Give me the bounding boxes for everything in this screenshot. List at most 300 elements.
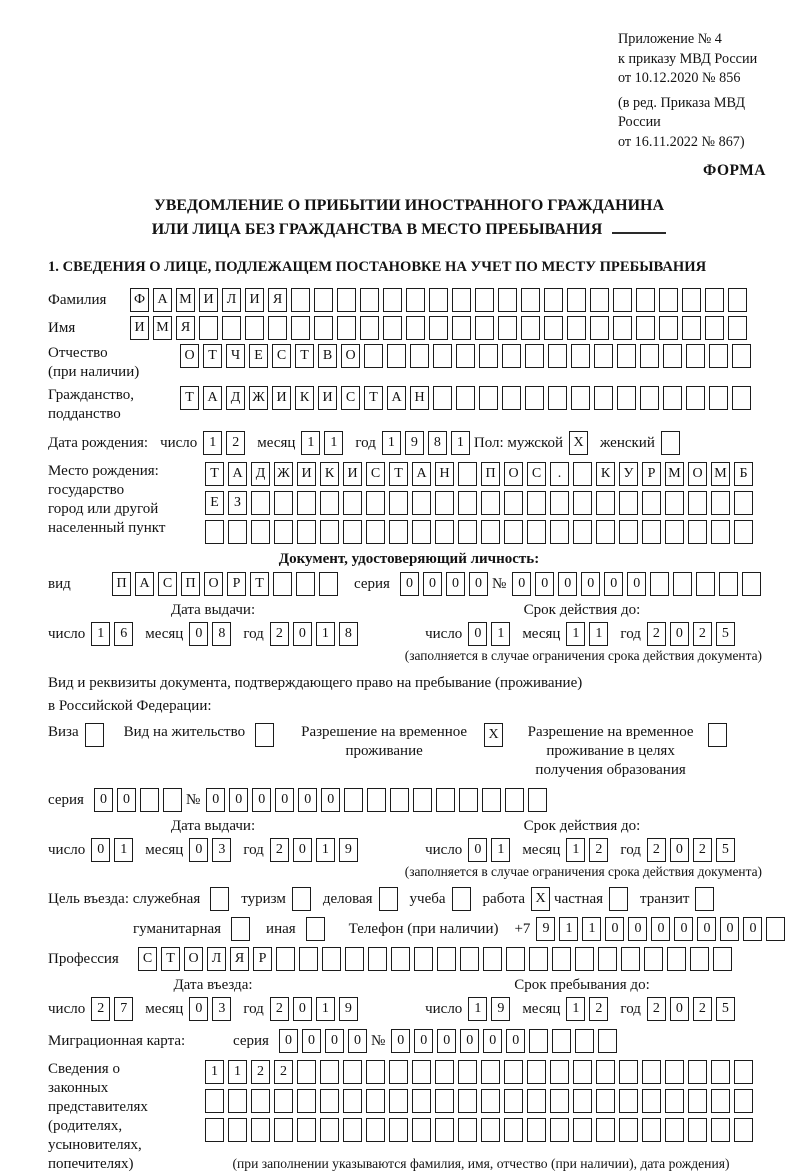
char-cell[interactable] xyxy=(389,1060,408,1084)
char-cell[interactable]: П xyxy=(181,572,200,596)
char-cell[interactable] xyxy=(550,520,569,544)
char-cell[interactable]: Ф xyxy=(130,288,149,312)
char-cell[interactable] xyxy=(705,288,724,312)
char-cell[interactable] xyxy=(567,288,586,312)
char-cell[interactable] xyxy=(567,316,586,340)
char-cell[interactable]: Р xyxy=(642,462,661,486)
char-cell[interactable] xyxy=(276,947,295,971)
citizenship-input[interactable] xyxy=(180,386,755,410)
char-cell[interactable]: О xyxy=(184,947,203,971)
char-cell[interactable] xyxy=(590,288,609,312)
char-cell[interactable] xyxy=(696,572,715,596)
char-cell[interactable] xyxy=(596,491,615,515)
char-cell[interactable] xyxy=(481,1118,500,1142)
checkbox-cell[interactable] xyxy=(695,887,714,911)
char-cell[interactable]: 2 xyxy=(274,1060,293,1084)
char-cell[interactable] xyxy=(552,947,571,971)
char-cell[interactable]: 1 xyxy=(566,997,585,1021)
char-cell[interactable] xyxy=(360,288,379,312)
char-cell[interactable]: 0 xyxy=(325,1029,344,1053)
char-cell[interactable] xyxy=(498,288,517,312)
visa-checkbox[interactable] xyxy=(85,723,108,747)
char-cell[interactable]: 0 xyxy=(581,572,600,596)
char-cell[interactable] xyxy=(665,491,684,515)
doc-type-input[interactable] xyxy=(112,572,342,596)
char-cell[interactable] xyxy=(228,520,247,544)
checkbox-cell[interactable]: X xyxy=(569,431,588,455)
char-cell[interactable]: . xyxy=(550,462,569,486)
checkbox-cell[interactable]: X xyxy=(484,723,503,747)
char-cell[interactable] xyxy=(642,1089,661,1113)
char-cell[interactable] xyxy=(458,1118,477,1142)
char-cell[interactable]: Т xyxy=(205,462,224,486)
char-cell[interactable]: Я xyxy=(230,947,249,971)
char-cell[interactable] xyxy=(613,288,632,312)
char-cell[interactable] xyxy=(644,947,663,971)
char-cell[interactable] xyxy=(390,788,409,812)
char-cell[interactable]: С xyxy=(366,462,385,486)
char-cell[interactable]: Р xyxy=(227,572,246,596)
char-cell[interactable] xyxy=(663,386,682,410)
char-cell[interactable]: И xyxy=(199,288,218,312)
char-cell[interactable]: Т xyxy=(364,386,383,410)
char-cell[interactable] xyxy=(413,788,432,812)
char-cell[interactable] xyxy=(734,1118,753,1142)
char-cell[interactable] xyxy=(619,520,638,544)
guardians-input-row3[interactable] xyxy=(205,1118,757,1142)
char-cell[interactable] xyxy=(360,316,379,340)
char-cell[interactable] xyxy=(314,288,333,312)
char-cell[interactable] xyxy=(709,344,728,368)
char-cell[interactable]: 0 xyxy=(391,1029,410,1053)
char-cell[interactable]: И xyxy=(130,316,149,340)
char-cell[interactable] xyxy=(528,788,547,812)
char-cell[interactable]: 2 xyxy=(647,838,666,862)
char-cell[interactable] xyxy=(320,520,339,544)
char-cell[interactable] xyxy=(205,1118,224,1142)
char-cell[interactable] xyxy=(251,491,270,515)
char-cell[interactable]: 0 xyxy=(483,1029,502,1053)
char-cell[interactable] xyxy=(573,520,592,544)
char-cell[interactable] xyxy=(343,1118,362,1142)
char-cell[interactable] xyxy=(429,316,448,340)
char-cell[interactable] xyxy=(368,947,387,971)
char-cell[interactable]: 0 xyxy=(206,788,225,812)
char-cell[interactable] xyxy=(479,386,498,410)
char-cell[interactable]: 0 xyxy=(506,1029,525,1053)
char-cell[interactable] xyxy=(291,316,310,340)
char-cell[interactable]: 1 xyxy=(491,622,510,646)
char-cell[interactable]: 9 xyxy=(339,997,358,1021)
char-cell[interactable]: 2 xyxy=(693,997,712,1021)
char-cell[interactable] xyxy=(544,316,563,340)
char-cell[interactable] xyxy=(502,386,521,410)
char-cell[interactable] xyxy=(297,1089,316,1113)
char-cell[interactable] xyxy=(475,316,494,340)
char-cell[interactable]: О xyxy=(180,344,199,368)
char-cell[interactable]: 0 xyxy=(293,622,312,646)
char-cell[interactable]: 1 xyxy=(566,838,585,862)
char-cell[interactable] xyxy=(640,386,659,410)
char-cell[interactable] xyxy=(343,491,362,515)
char-cell[interactable]: 0 xyxy=(423,572,442,596)
char-cell[interactable] xyxy=(550,491,569,515)
char-cell[interactable] xyxy=(665,1118,684,1142)
char-cell[interactable] xyxy=(573,1060,592,1084)
char-cell[interactable] xyxy=(732,344,751,368)
char-cell[interactable] xyxy=(436,788,455,812)
char-cell[interactable] xyxy=(527,1089,546,1113)
char-cell[interactable] xyxy=(690,947,709,971)
sex-male-checkbox[interactable] xyxy=(569,431,592,455)
char-cell[interactable]: 5 xyxy=(716,622,735,646)
char-cell[interactable] xyxy=(573,462,592,486)
char-cell[interactable]: 0 xyxy=(651,917,670,941)
char-cell[interactable]: Я xyxy=(268,288,287,312)
char-cell[interactable]: 1 xyxy=(324,431,343,455)
char-cell[interactable] xyxy=(573,491,592,515)
char-cell[interactable]: 2 xyxy=(693,838,712,862)
res-issue-month-input[interactable] xyxy=(189,838,235,862)
char-cell[interactable] xyxy=(322,947,341,971)
char-cell[interactable]: 9 xyxy=(536,917,555,941)
char-cell[interactable]: 0 xyxy=(189,997,208,1021)
char-cell[interactable] xyxy=(525,344,544,368)
char-cell[interactable] xyxy=(345,947,364,971)
char-cell[interactable]: 1 xyxy=(114,838,133,862)
char-cell[interactable] xyxy=(366,1089,385,1113)
sex-female-checkbox[interactable] xyxy=(661,431,684,455)
char-cell[interactable] xyxy=(433,344,452,368)
char-cell[interactable] xyxy=(742,572,761,596)
char-cell[interactable] xyxy=(734,1060,753,1084)
char-cell[interactable]: 1 xyxy=(316,622,335,646)
char-cell[interactable]: Н xyxy=(435,462,454,486)
char-cell[interactable] xyxy=(521,288,540,312)
temp-residence-edu-checkbox[interactable] xyxy=(708,723,731,747)
char-cell[interactable]: 0 xyxy=(91,838,110,862)
char-cell[interactable] xyxy=(504,520,523,544)
mc-series-input[interactable] xyxy=(279,1029,371,1053)
char-cell[interactable] xyxy=(667,947,686,971)
doc-number-input[interactable] xyxy=(512,572,765,596)
char-cell[interactable] xyxy=(640,344,659,368)
char-cell[interactable] xyxy=(665,1089,684,1113)
char-cell[interactable] xyxy=(412,1060,431,1084)
char-cell[interactable] xyxy=(314,316,333,340)
char-cell[interactable] xyxy=(732,386,751,410)
char-cell[interactable] xyxy=(251,520,270,544)
char-cell[interactable]: 0 xyxy=(469,572,488,596)
char-cell[interactable] xyxy=(344,788,363,812)
char-cell[interactable]: 1 xyxy=(91,622,110,646)
char-cell[interactable] xyxy=(337,288,356,312)
id-valid-month-input[interactable] xyxy=(566,622,612,646)
char-cell[interactable]: И xyxy=(318,386,337,410)
char-cell[interactable] xyxy=(458,1089,477,1113)
char-cell[interactable] xyxy=(479,344,498,368)
char-cell[interactable] xyxy=(713,947,732,971)
char-cell[interactable] xyxy=(387,344,406,368)
char-cell[interactable] xyxy=(521,316,540,340)
char-cell[interactable] xyxy=(573,1089,592,1113)
purpose-transit-checkbox[interactable] xyxy=(695,887,718,911)
char-cell[interactable] xyxy=(682,288,701,312)
char-cell[interactable] xyxy=(297,1118,316,1142)
char-cell[interactable] xyxy=(621,947,640,971)
char-cell[interactable] xyxy=(719,572,738,596)
id-issue-day-input[interactable] xyxy=(91,622,137,646)
doc-series-input[interactable] xyxy=(400,572,492,596)
char-cell[interactable]: П xyxy=(481,462,500,486)
char-cell[interactable] xyxy=(274,1118,293,1142)
char-cell[interactable] xyxy=(711,520,730,544)
char-cell[interactable]: 0 xyxy=(697,917,716,941)
char-cell[interactable] xyxy=(502,344,521,368)
char-cell[interactable] xyxy=(636,288,655,312)
char-cell[interactable] xyxy=(506,947,525,971)
char-cell[interactable] xyxy=(571,386,590,410)
entry-day-input[interactable] xyxy=(91,997,137,1021)
char-cell[interactable]: Т xyxy=(203,344,222,368)
char-cell[interactable] xyxy=(688,1118,707,1142)
char-cell[interactable] xyxy=(140,788,159,812)
char-cell[interactable] xyxy=(251,1089,270,1113)
birth-month-input[interactable] xyxy=(301,431,347,455)
char-cell[interactable]: 0 xyxy=(558,572,577,596)
birthplace-input-row3[interactable] xyxy=(205,520,757,544)
char-cell[interactable] xyxy=(274,491,293,515)
char-cell[interactable]: У xyxy=(619,462,638,486)
char-cell[interactable]: А xyxy=(412,462,431,486)
char-cell[interactable]: С xyxy=(341,386,360,410)
checkbox-cell[interactable] xyxy=(609,887,628,911)
char-cell[interactable]: 1 xyxy=(559,917,578,941)
char-cell[interactable] xyxy=(199,316,218,340)
char-cell[interactable] xyxy=(711,1118,730,1142)
char-cell[interactable] xyxy=(544,288,563,312)
char-cell[interactable] xyxy=(498,316,517,340)
stay-year-input[interactable] xyxy=(647,997,739,1021)
char-cell[interactable] xyxy=(688,1060,707,1084)
char-cell[interactable]: 0 xyxy=(535,572,554,596)
char-cell[interactable] xyxy=(504,1118,523,1142)
char-cell[interactable] xyxy=(452,288,471,312)
char-cell[interactable] xyxy=(617,344,636,368)
char-cell[interactable] xyxy=(414,947,433,971)
char-cell[interactable]: 0 xyxy=(670,622,689,646)
char-cell[interactable]: 0 xyxy=(468,622,487,646)
char-cell[interactable] xyxy=(383,316,402,340)
purpose-humanitarian-checkbox[interactable] xyxy=(231,917,254,941)
char-cell[interactable]: З xyxy=(228,491,247,515)
char-cell[interactable]: 9 xyxy=(339,838,358,862)
char-cell[interactable] xyxy=(596,1089,615,1113)
char-cell[interactable] xyxy=(366,520,385,544)
res-issue-year-input[interactable] xyxy=(270,838,362,862)
char-cell[interactable] xyxy=(429,288,448,312)
purpose-other-checkbox[interactable] xyxy=(306,917,329,941)
char-cell[interactable] xyxy=(433,386,452,410)
checkbox-cell[interactable] xyxy=(231,917,250,941)
char-cell[interactable]: 1 xyxy=(316,838,335,862)
char-cell[interactable] xyxy=(711,1089,730,1113)
char-cell[interactable]: Л xyxy=(207,947,226,971)
stay-month-input[interactable] xyxy=(566,997,612,1021)
char-cell[interactable] xyxy=(688,491,707,515)
checkbox-cell[interactable] xyxy=(85,723,104,747)
char-cell[interactable]: 0 xyxy=(275,788,294,812)
char-cell[interactable] xyxy=(527,1060,546,1084)
char-cell[interactable]: 8 xyxy=(339,622,358,646)
char-cell[interactable] xyxy=(665,520,684,544)
char-cell[interactable] xyxy=(728,316,747,340)
char-cell[interactable] xyxy=(594,344,613,368)
char-cell[interactable]: 1 xyxy=(491,838,510,862)
char-cell[interactable]: И xyxy=(245,288,264,312)
char-cell[interactable]: Ч xyxy=(226,344,245,368)
char-cell[interactable] xyxy=(617,386,636,410)
char-cell[interactable] xyxy=(481,491,500,515)
id-valid-day-input[interactable] xyxy=(468,622,514,646)
res-valid-year-input[interactable] xyxy=(647,838,739,862)
char-cell[interactable]: О xyxy=(204,572,223,596)
char-cell[interactable] xyxy=(709,386,728,410)
char-cell[interactable]: 0 xyxy=(321,788,340,812)
patronymic-input[interactable] xyxy=(180,344,755,368)
char-cell[interactable]: К xyxy=(295,386,314,410)
char-cell[interactable] xyxy=(642,1060,661,1084)
char-cell[interactable] xyxy=(673,572,692,596)
char-cell[interactable]: 2 xyxy=(693,622,712,646)
char-cell[interactable] xyxy=(705,316,724,340)
char-cell[interactable]: 0 xyxy=(674,917,693,941)
purpose-business-checkbox[interactable] xyxy=(379,887,402,911)
res-issue-day-input[interactable] xyxy=(91,838,137,862)
char-cell[interactable]: 2 xyxy=(226,431,245,455)
char-cell[interactable]: 0 xyxy=(720,917,739,941)
char-cell[interactable]: С xyxy=(158,572,177,596)
char-cell[interactable] xyxy=(297,491,316,515)
char-cell[interactable] xyxy=(575,1029,594,1053)
char-cell[interactable] xyxy=(273,572,292,596)
char-cell[interactable]: 0 xyxy=(279,1029,298,1053)
char-cell[interactable] xyxy=(619,491,638,515)
birthplace-input-row2[interactable] xyxy=(205,491,757,515)
checkbox-cell[interactable] xyxy=(210,887,229,911)
char-cell[interactable] xyxy=(460,947,479,971)
char-cell[interactable] xyxy=(529,1029,548,1053)
char-cell[interactable] xyxy=(228,1089,247,1113)
char-cell[interactable]: Т xyxy=(161,947,180,971)
char-cell[interactable] xyxy=(475,288,494,312)
char-cell[interactable]: 0 xyxy=(302,1029,321,1053)
char-cell[interactable] xyxy=(659,316,678,340)
char-cell[interactable]: 1 xyxy=(382,431,401,455)
id-valid-year-input[interactable] xyxy=(647,622,739,646)
char-cell[interactable] xyxy=(458,1060,477,1084)
char-cell[interactable]: 2 xyxy=(270,838,289,862)
id-issue-month-input[interactable] xyxy=(189,622,235,646)
entry-year-input[interactable] xyxy=(270,997,362,1021)
char-cell[interactable] xyxy=(366,1060,385,1084)
char-cell[interactable]: 0 xyxy=(229,788,248,812)
char-cell[interactable] xyxy=(529,947,548,971)
purpose-work-checkbox[interactable] xyxy=(531,887,554,911)
char-cell[interactable]: 8 xyxy=(212,622,231,646)
char-cell[interactable] xyxy=(297,520,316,544)
char-cell[interactable]: 0 xyxy=(348,1029,367,1053)
char-cell[interactable]: 0 xyxy=(604,572,623,596)
char-cell[interactable] xyxy=(412,1118,431,1142)
char-cell[interactable]: 8 xyxy=(428,431,447,455)
char-cell[interactable]: В xyxy=(318,344,337,368)
char-cell[interactable]: 2 xyxy=(91,997,110,1021)
char-cell[interactable] xyxy=(391,947,410,971)
char-cell[interactable]: 0 xyxy=(627,572,646,596)
char-cell[interactable]: И xyxy=(343,462,362,486)
char-cell[interactable] xyxy=(297,1060,316,1084)
char-cell[interactable] xyxy=(320,491,339,515)
temp-residence-checkbox[interactable] xyxy=(484,723,507,747)
char-cell[interactable] xyxy=(642,1118,661,1142)
char-cell[interactable] xyxy=(734,520,753,544)
char-cell[interactable]: 5 xyxy=(716,838,735,862)
purpose-private-checkbox[interactable] xyxy=(609,887,632,911)
char-cell[interactable] xyxy=(734,1089,753,1113)
char-cell[interactable] xyxy=(619,1118,638,1142)
char-cell[interactable] xyxy=(435,1060,454,1084)
char-cell[interactable]: С xyxy=(272,344,291,368)
char-cell[interactable]: 1 xyxy=(203,431,222,455)
char-cell[interactable] xyxy=(504,1089,523,1113)
char-cell[interactable] xyxy=(437,947,456,971)
char-cell[interactable] xyxy=(596,1118,615,1142)
char-cell[interactable]: О xyxy=(341,344,360,368)
char-cell[interactable]: О xyxy=(504,462,523,486)
char-cell[interactable] xyxy=(483,947,502,971)
char-cell[interactable] xyxy=(320,1089,339,1113)
char-cell[interactable]: Д xyxy=(251,462,270,486)
char-cell[interactable]: 0 xyxy=(414,1029,433,1053)
char-cell[interactable]: М xyxy=(711,462,730,486)
char-cell[interactable]: Д xyxy=(226,386,245,410)
char-cell[interactable]: К xyxy=(596,462,615,486)
char-cell[interactable] xyxy=(548,344,567,368)
char-cell[interactable]: 1 xyxy=(582,917,601,941)
char-cell[interactable] xyxy=(274,1089,293,1113)
char-cell[interactable] xyxy=(527,1118,546,1142)
char-cell[interactable] xyxy=(527,491,546,515)
char-cell[interactable] xyxy=(343,1089,362,1113)
purpose-study-checkbox[interactable] xyxy=(452,887,475,911)
char-cell[interactable] xyxy=(481,520,500,544)
name-input[interactable] xyxy=(130,316,751,340)
char-cell[interactable]: А xyxy=(153,288,172,312)
char-cell[interactable] xyxy=(482,788,501,812)
char-cell[interactable]: П xyxy=(112,572,131,596)
char-cell[interactable]: 1 xyxy=(589,622,608,646)
char-cell[interactable]: И xyxy=(272,386,291,410)
char-cell[interactable] xyxy=(458,520,477,544)
char-cell[interactable]: 2 xyxy=(251,1060,270,1084)
char-cell[interactable] xyxy=(613,316,632,340)
char-cell[interactable]: 1 xyxy=(451,431,470,455)
char-cell[interactable] xyxy=(456,386,475,410)
stay-day-input[interactable] xyxy=(468,997,514,1021)
char-cell[interactable] xyxy=(435,491,454,515)
char-cell[interactable] xyxy=(527,520,546,544)
